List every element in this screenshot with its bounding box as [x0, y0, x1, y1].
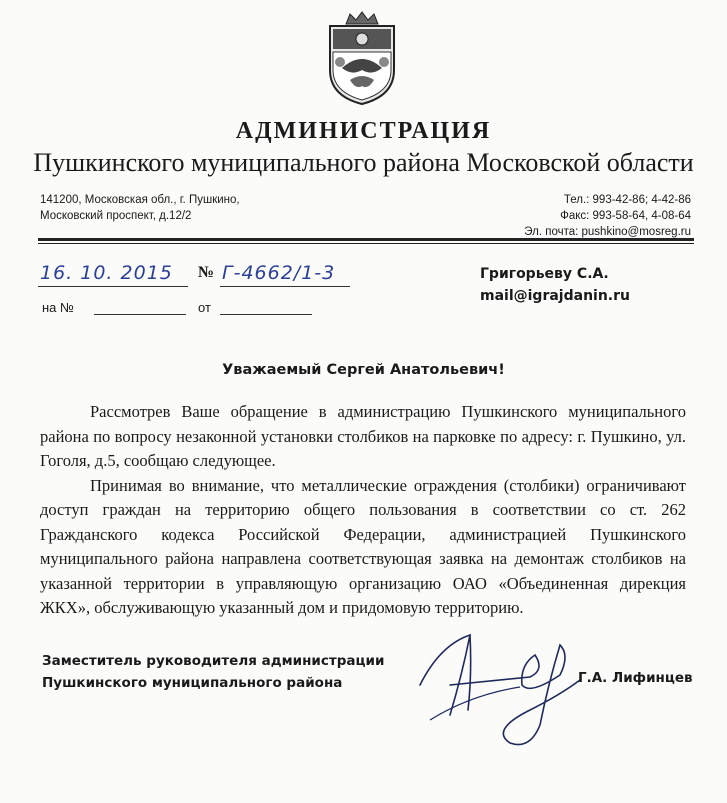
position-line-2: Пушкинского муниципального района — [42, 675, 343, 691]
signatory-position — [42, 650, 384, 694]
body-paragraph-2: Принимая во внимание, что металлические ограждения (столбики) ограничивают доступ граждан на территорию общего пользования в соответствии со ст. 262 Гражданского кодекса Российской Федерации, администрацией Пушкинского муниципального района направлена соответствующая заявка на демонтаж столбиков на указанной территории в управляющую организацию ОАО «Объединенная дирекция ЖКХ», обслуживающую указанный дом и придомовую территорию. — [40, 475, 686, 617]
document-title: АДМИНИСТРАЦИЯ — [235, 118, 492, 144]
address-line-1: 141200, Московская обл., г. Пушкино, — [40, 194, 240, 206]
handwritten-reg-number: Г-4662/1-3 — [222, 262, 336, 284]
number-underline — [220, 286, 350, 287]
contacts-block — [524, 192, 691, 240]
handwritten-date: 16. 10. 2015 — [40, 262, 173, 284]
phone-text: Тел.: 993-42-86; 4-42-86 — [563, 194, 691, 206]
from-label: от — [198, 300, 211, 315]
address-block — [40, 192, 240, 224]
recipient-block — [480, 263, 630, 307]
date-underline — [38, 286, 188, 287]
fax-text: Факс: 993-58-64, 4-08-64 — [560, 210, 691, 222]
header-divider-thick — [38, 238, 694, 241]
coat-of-arms-icon — [320, 10, 404, 106]
header-divider-thin — [38, 243, 694, 244]
number-sign: № — [198, 264, 215, 281]
on-number-blank — [94, 314, 186, 315]
document-subtitle: Пушкинского муниципального района Московской области — [33, 148, 694, 177]
reference-line — [42, 300, 74, 315]
recipient-name: Григорьеву С.А. — [480, 266, 609, 282]
from-blank — [220, 314, 312, 315]
signatory-name: Г.А. Лифинцев — [578, 670, 693, 686]
address-line-2: Московский проспект, д.12/2 — [40, 210, 192, 222]
position-line-1: Заместитель руководителя администрации — [42, 653, 385, 669]
handwritten-signature — [410, 615, 590, 755]
on-number-label: на № — [42, 300, 74, 315]
salutation: Уважаемый Сергей Анатольевич! — [222, 362, 505, 378]
body-paragraph-1: Рассмотрев Ваше обращение в администрацию Пушкинского муниципального района по вопросу незаконной установки столбиков на парковке по адресу: г. Пушкино, ул. Гоголя, д.5, сообщаю следующее. — [40, 402, 686, 470]
recipient-email: mail@igrajdanin.ru — [480, 288, 630, 304]
email-text: Эл. почта: pushkino@mosreg.ru — [524, 226, 691, 238]
letter-body — [40, 400, 686, 621]
